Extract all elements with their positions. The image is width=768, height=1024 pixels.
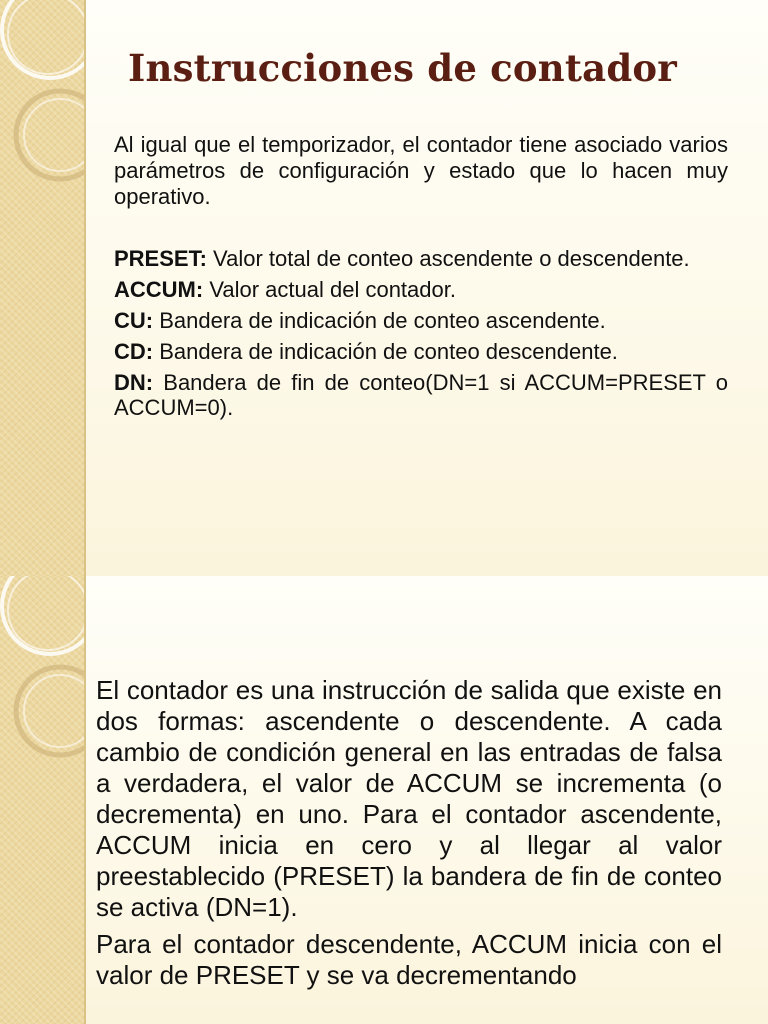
body-paragraph: El contador es una instrucción de salida que existe en dos formas: ascendente o descendente. A cada cambio de condición general en las entradas de falsa a verdadera, el valor de ACCUM se incrementa (o decrementa) en uno. Para el contador ascendente, ACCUM inicia en cero y al llegar al valor preestablecido (PRESET) la bandera de fin de conteo se activa (DN=1).: [96, 675, 722, 922]
param-description: Bandera de fin de conteo(DN=1 si ACCUM=PRESET o ACCUM=0).: [114, 370, 728, 420]
decorative-side-band: [0, 0, 86, 576]
param-accum: [114, 277, 728, 302]
param-dn: [114, 370, 728, 420]
param-cu: [114, 308, 728, 333]
param-description: Bandera de indicación de conteo ascendente.: [159, 308, 606, 333]
param-description: Bandera de indicación de conteo descendente.: [159, 339, 618, 364]
param-cd: [114, 339, 728, 364]
param-term: CU:: [114, 308, 154, 333]
param-term: CD:: [114, 339, 154, 364]
decorative-circles-icon: [0, 0, 84, 576]
body-text: [96, 675, 722, 997]
param-description: Valor actual del contador.: [209, 277, 456, 302]
decorative-side-band: [0, 576, 86, 1024]
param-term: PRESET:: [114, 246, 207, 271]
body-paragraph: Para el contador descendente, ACCUM inicia con el valor de PRESET y se va decrementando: [96, 929, 722, 990]
parameter-list: [114, 246, 728, 426]
intro-paragraph: Al igual que el temporizador, el contador tiene asociado varios parámetros de configuración y estado que lo hacen muy operativo.: [114, 132, 728, 209]
param-description: Valor total de conteo ascendente o descendente.: [213, 246, 690, 271]
slide-2: [0, 576, 768, 1024]
param-term: ACCUM:: [114, 277, 204, 302]
param-preset: [114, 246, 728, 271]
page-title: Instrucciones de contador: [128, 46, 677, 90]
decorative-circles-icon: [0, 576, 84, 1024]
param-term: DN:: [114, 370, 154, 395]
